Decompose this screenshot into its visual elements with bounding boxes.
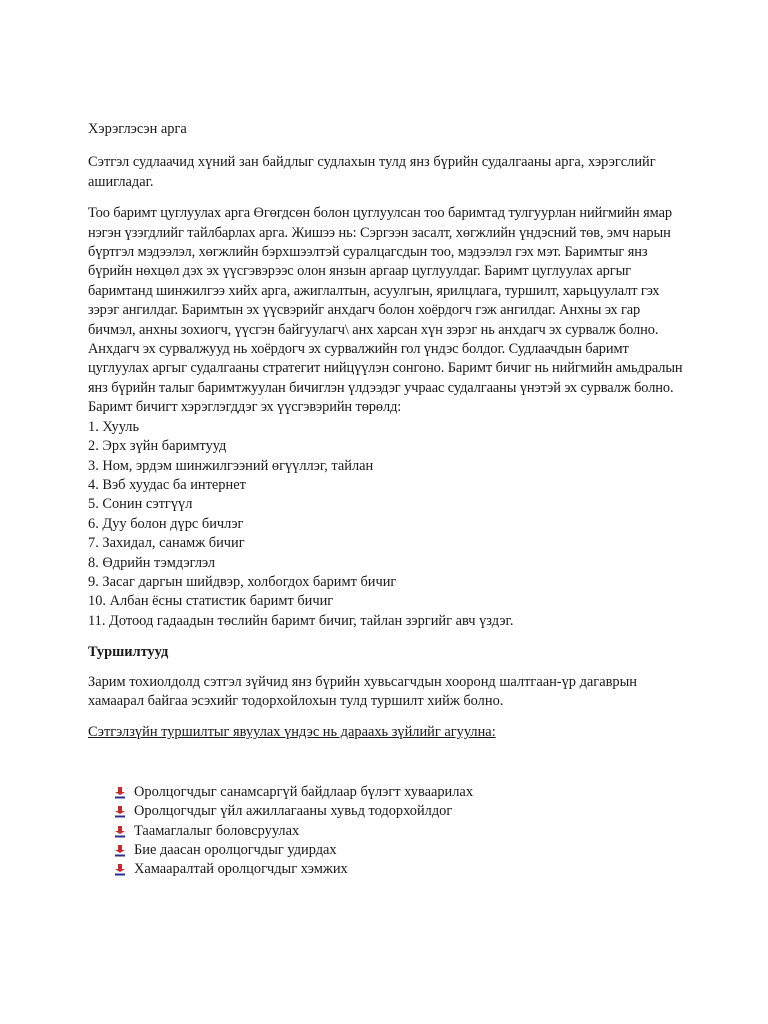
- list-item: [112, 783, 688, 802]
- list-item: 10. Албан ёсны статистик баримт бичиг: [88, 593, 334, 610]
- arrow-bullet-icon: [114, 826, 126, 838]
- arrow-bullet-icon: [114, 845, 126, 857]
- list-item: 5. Сонин сэтгүүл: [88, 496, 193, 513]
- list-item: [112, 822, 688, 841]
- arrow-bullet-icon: [114, 806, 126, 818]
- list-item: [112, 860, 688, 879]
- list-item: 9. Засаг даргын шийдвэр, холбогдох баримт бичиг: [88, 573, 397, 590]
- list-item: 7. Захидал, санамж бичиг: [88, 535, 245, 552]
- list-item: 6. Дуу болон дүрс бичлэг: [88, 515, 244, 532]
- bullet-text: Бие даасан оролцогчдыг удирдах: [134, 842, 337, 858]
- arrow-bullet-icon: [114, 864, 126, 876]
- experiments-paragraph: Зарим тохиолдолд сэтгэл зүйчид янз бүрийн хувьсагчдын хооронд шалтгаан-үр дагаврын хамаарал байгаа эсэхийг тодорхойлохын тулд туршилт хийж болно.: [88, 673, 637, 709]
- bullet-text: Хамааралтай оролцогчдыг хэмжих: [134, 861, 348, 878]
- list-item: 2. Эрх зүйн баримтууд: [88, 438, 227, 455]
- bullet-text: Таамаглалыг боловсруулах: [134, 822, 300, 839]
- list-item: 11. Дотоод гадаадын төслийн баримт бичиг, тайлан зэргийг авч үздэг.: [88, 612, 514, 629]
- main-paragraph: Тоо баримт цуглуулах арга Өгөгдсөн болон цуглуулсан тоо баримтад тулгуурлан нийгмийн ямар нэгэн үзэгдлийг тайлбарлах арга. Жишээ нь: Сэргээн засалт, хөгжлийн үндэсний төв, эмч нарын бүртгэл мэдээлэл, хөгжлийн бэрхшээлтэй суралцагсдын тоо, мэдээлэл гэх мэт. Баримтыг янз бүрийн нөхцөл дэх эх үүсгэвэрээс олон янзын аргаар цуглуулдаг. Баримт цуглуулах аргыг баримтанд шинжилгээ хийх арга, ажиглалтын, асуулгын, ярилцлага, туршилт, харьцуулалт гэх зэрэг ангилдаг. Баримтын эх үүсвэрийг анхдагч болон хоёрдогч гэж ангилдаг. Анхны эх гар бичмэл, анхны зохиогч, үүсгэн байгуулагч\ анх харсан хүн зэрэг нь анхдагч эх сурвалж болно. Анхдагч эх сурвалжууд нь хоёрдогч эх сурвалжийн гол үндэс болдог. Судлаачдын баримт цуглуулах аргыг судалгааны стратегит нийцүүлэн сонгоно. Баримт бичиг нь нийгмийн амьдралын янз бүрийн талыг баримтжуулан бичиглэн үлдээдэг учраас судалгааны үнэтэй эх сурвалж болно. Баримт бичигт хэрэглэгддэг эх үүсгэвэрийн төрөлд:: [88, 205, 683, 416]
- section-title: Хэрэглэсэн арга: [88, 121, 187, 137]
- bullet-text: Оролцогчдыг санамсаргүй байдлаар бүлэгт хуваарилах: [134, 783, 474, 800]
- arrow-bullet-icon: [114, 787, 126, 799]
- bullet-list: [88, 783, 688, 880]
- list-item: [112, 802, 688, 821]
- underlined-intro-line: Сэтгэлзүйн туршилтыг явуулах үндэс нь дараахь зүйлийг агуулна:: [88, 724, 496, 741]
- experiments-heading: Туршилтууд: [88, 644, 169, 661]
- list-item: 3. Ном, эрдэм шинжилгээний өгүүллэг, тайлан: [88, 457, 374, 474]
- list-item: 4. Вэб хуудас ба интернет: [88, 476, 246, 493]
- intro-paragraph: Сэтгэл судлаачид хүний зан байдлыг судлахын тулд янз бүрийн судалгааны арга, хэрэгслийг ашигладаг.: [88, 154, 656, 190]
- list-item: 1. Хууль: [88, 418, 140, 435]
- sources-list: [88, 418, 688, 631]
- document-page: [88, 120, 688, 880]
- list-item: 8. Өдрийн тэмдэглэл: [88, 554, 216, 571]
- bullet-text: Оролцогчдыг үйл ажиллагааны хувьд тодорхойлдог: [134, 803, 453, 820]
- list-item: [112, 841, 688, 860]
